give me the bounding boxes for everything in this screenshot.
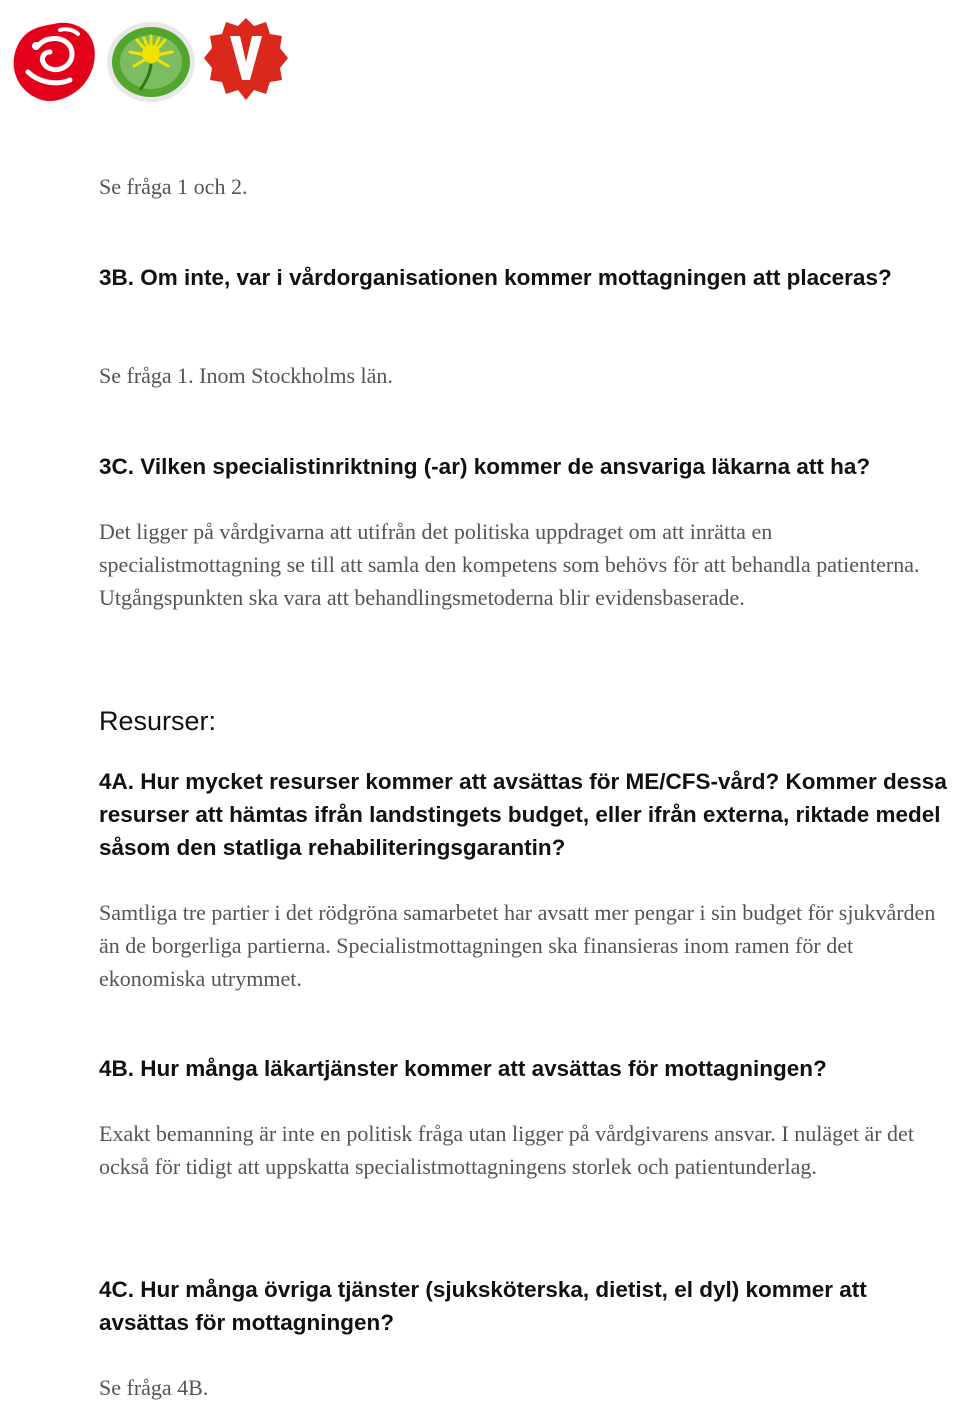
answer-3c: Det ligger på vårdgivarna att utifrån det politiska uppdraget om att inrätta en specialistmottagning se till att samla den kompetens som behövs för att behandla patienterna. Utgångspunkten ska vara att behandlingsmetoderna blir evidensbaserade. [99,519,920,610]
answer-1: Se fråga 1 och 2. [99,174,248,199]
answer-4b: Exakt bemanning är inte en politisk fråga utan ligger på vårdgivarens ansvar. I nuläget är det också för tidigt att uppskatta specialistmottagningens storlek och patientunderlag. [99,1121,914,1179]
answer-3b: Se fråga 1. Inom Stockholms län. [99,363,393,388]
vansterpartiet-v-logo [204,14,288,104]
question-4a: 4A. Hur mycket resurser kommer att avsättas för ME/CFS-vård? Kommer dessa resurser att hämtas ifrån landstingets budget, eller ifrån externa, riktade medel såsom den statliga rehabiliteringsgarantin? [99,769,947,860]
section-heading-resurser: Resurser: [99,706,217,736]
answer-4c: Se fråga 4B. [99,1375,209,1400]
question-3c: 3C. Vilken specialistinriktning (-ar) kommer de ansvariga läkarna att ha? [99,454,871,479]
miljopartiet-dandelion-logo [104,20,198,104]
socialdemokraterna-rose-logo [8,16,100,108]
answer-4a: Samtliga tre partier i det rödgröna samarbetet har avsatt mer pengar i sin budget för sjukvården än de borgerliga partierna. Specialistmottagningen ska finansieras inom ramen för det ekonomiska utrymmet. [99,900,936,991]
question-3b: 3B. Om inte, var i vårdorganisationen kommer mottagningen att placeras? [99,265,892,290]
party-logos [8,12,298,106]
question-4c: 4C. Hur många övriga tjänster (sjuksköterska, dietist, el dyl) kommer att avsättas för mottagningen? [99,1277,867,1335]
question-4b: 4B. Hur många läkartjänster kommer att avsättas för mottagningen? [99,1056,827,1081]
